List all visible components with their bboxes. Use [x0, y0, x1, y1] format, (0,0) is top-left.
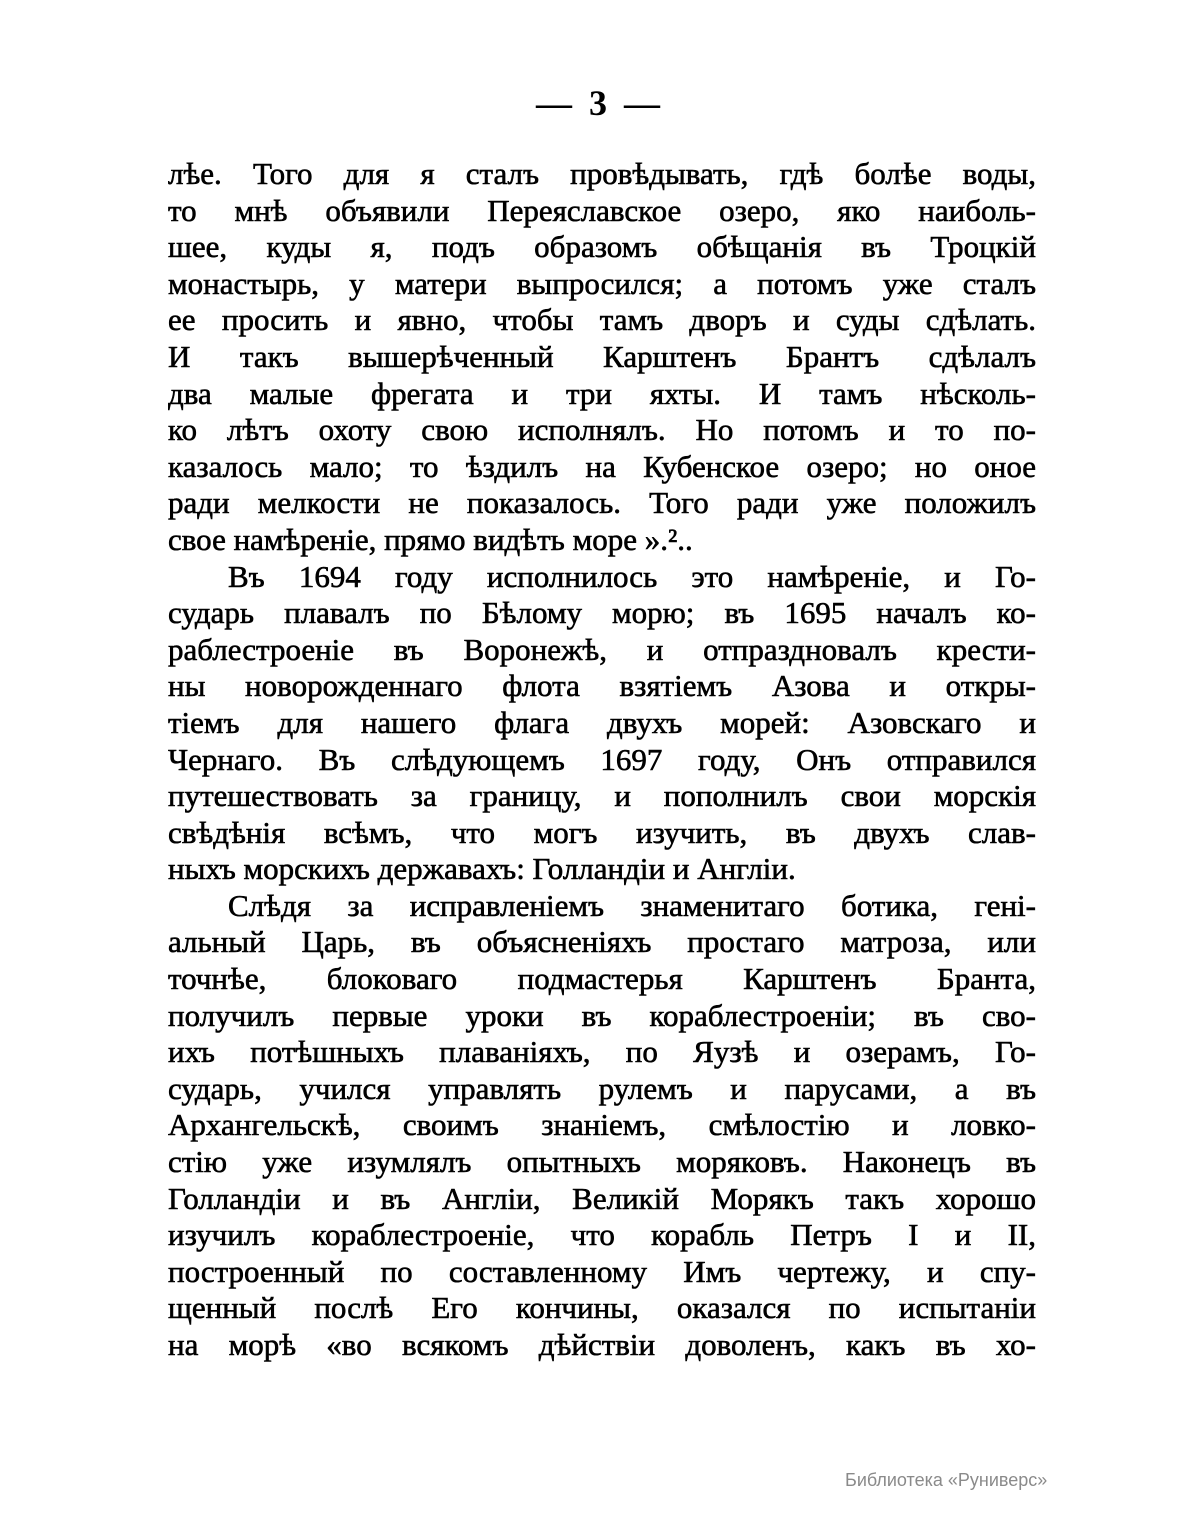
- text-line: тіемъ для нашего флага двухъ морей: Азовскаго и: [168, 704, 1036, 740]
- text-line: раблестроеніе въ Воронежѣ, и отпраздновалъ крести-: [168, 631, 1036, 667]
- page-number: — 3 —: [536, 83, 664, 123]
- text-line: сударь плавалъ по Бѣлому морю; въ 1695 началъ ко-: [168, 595, 1036, 631]
- text-line: сударь, учился управлять рулемъ и парусами, а въ: [168, 1070, 1036, 1106]
- text-line: Слѣдя за исправленіемъ знаменитаго ботика, гені-: [228, 887, 1036, 923]
- paragraph: [168, 559, 1036, 888]
- text-line: альный Царь, въ объясненіяхъ простаго матроза, или: [168, 924, 1036, 960]
- text-line: ныхъ морскихъ державахъ: Голландіи и Англіи.: [168, 851, 796, 887]
- text-line: Голландіи и въ Англіи, Великій Морякъ такъ хорошо: [168, 1180, 1036, 1216]
- text-line: свѣдѣнія всѣмъ, что могъ изучить, въ двухъ слав-: [168, 814, 1036, 850]
- text-line: свое намѣреніе, прямо видѣть море ».²..: [168, 521, 693, 557]
- library-watermark: Библиотека «Руниверс»: [845, 1470, 1048, 1490]
- text-line: монастырь, у матери выпросился; а потомъ уже сталъ: [168, 265, 1036, 301]
- text-line: построенный по составленному Имъ чертежу, и спу-: [168, 1253, 1036, 1289]
- text-line: Въ 1694 году исполнилось это намѣреніе, и Го-: [228, 558, 1036, 594]
- text-line: ны новорожденнаго флота взятіемъ Азова и откры-: [168, 668, 1036, 704]
- text-line: Чернаго. Въ слѣдующемъ 1697 году, Онъ отправился: [168, 741, 1036, 777]
- text-line: И такъ вышерѣченный Карштенъ Брантъ сдѣлалъ: [168, 338, 1036, 374]
- text-line: два малые фрегата и три яхты. И тамъ нѣсколь-: [168, 375, 1036, 411]
- text-line: на морѣ «во всякомъ дѣйствіи доволенъ, какъ въ хо-: [168, 1327, 1036, 1362]
- text-line: точнѣе, блоковаго подмастерья Карштенъ Бранта,: [168, 961, 1036, 997]
- text-line: казалось мало; то ѣздилъ на Кубенское озеро; но оное: [168, 448, 1036, 484]
- text-line: то мнѣ объявили Переяславское озеро, яко наиболь-: [168, 192, 1036, 228]
- text-line: ради мелкости не показалось. Того ради уже положилъ: [168, 485, 1036, 521]
- text-line: изучилъ кораблестроеніе, что корабль Петръ I и II,: [168, 1217, 1036, 1253]
- text-line: ихъ потѣшныхъ плаваніяхъ, по Яузѣ и озерамъ, Го-: [168, 1034, 1036, 1070]
- text-line: ее просить и явно, чтобы тамъ дворъ и суды сдѣлать.: [168, 302, 1036, 338]
- paragraph: [168, 888, 1036, 1364]
- text-line: лѣе. Того для я сталъ провѣдывать, гдѣ болѣе воды,: [168, 156, 1036, 191]
- text-line: Архангельскѣ, своимъ знаніемъ, смѣлостію и ловко-: [168, 1107, 1036, 1143]
- body-text: [168, 156, 1036, 1364]
- text-line: шее, куды я, подъ образомъ обѣщанія въ Троцкій: [168, 229, 1036, 265]
- text-line: получилъ первые уроки въ кораблестроеніи; въ сво-: [168, 997, 1036, 1033]
- text-line: путешествовать за границу, и пополнилъ свои морскія: [168, 778, 1036, 814]
- paragraph: [168, 156, 1036, 559]
- text-line: щенный послѣ Его кончины, оказался по испытаніи: [168, 1290, 1036, 1326]
- text-line: стію уже изумлялъ опытныхъ моряковъ. Наконецъ въ: [168, 1144, 1036, 1180]
- text-line: ко лѣтъ охоту свою исполнялъ. Но потомъ и то по-: [168, 412, 1036, 448]
